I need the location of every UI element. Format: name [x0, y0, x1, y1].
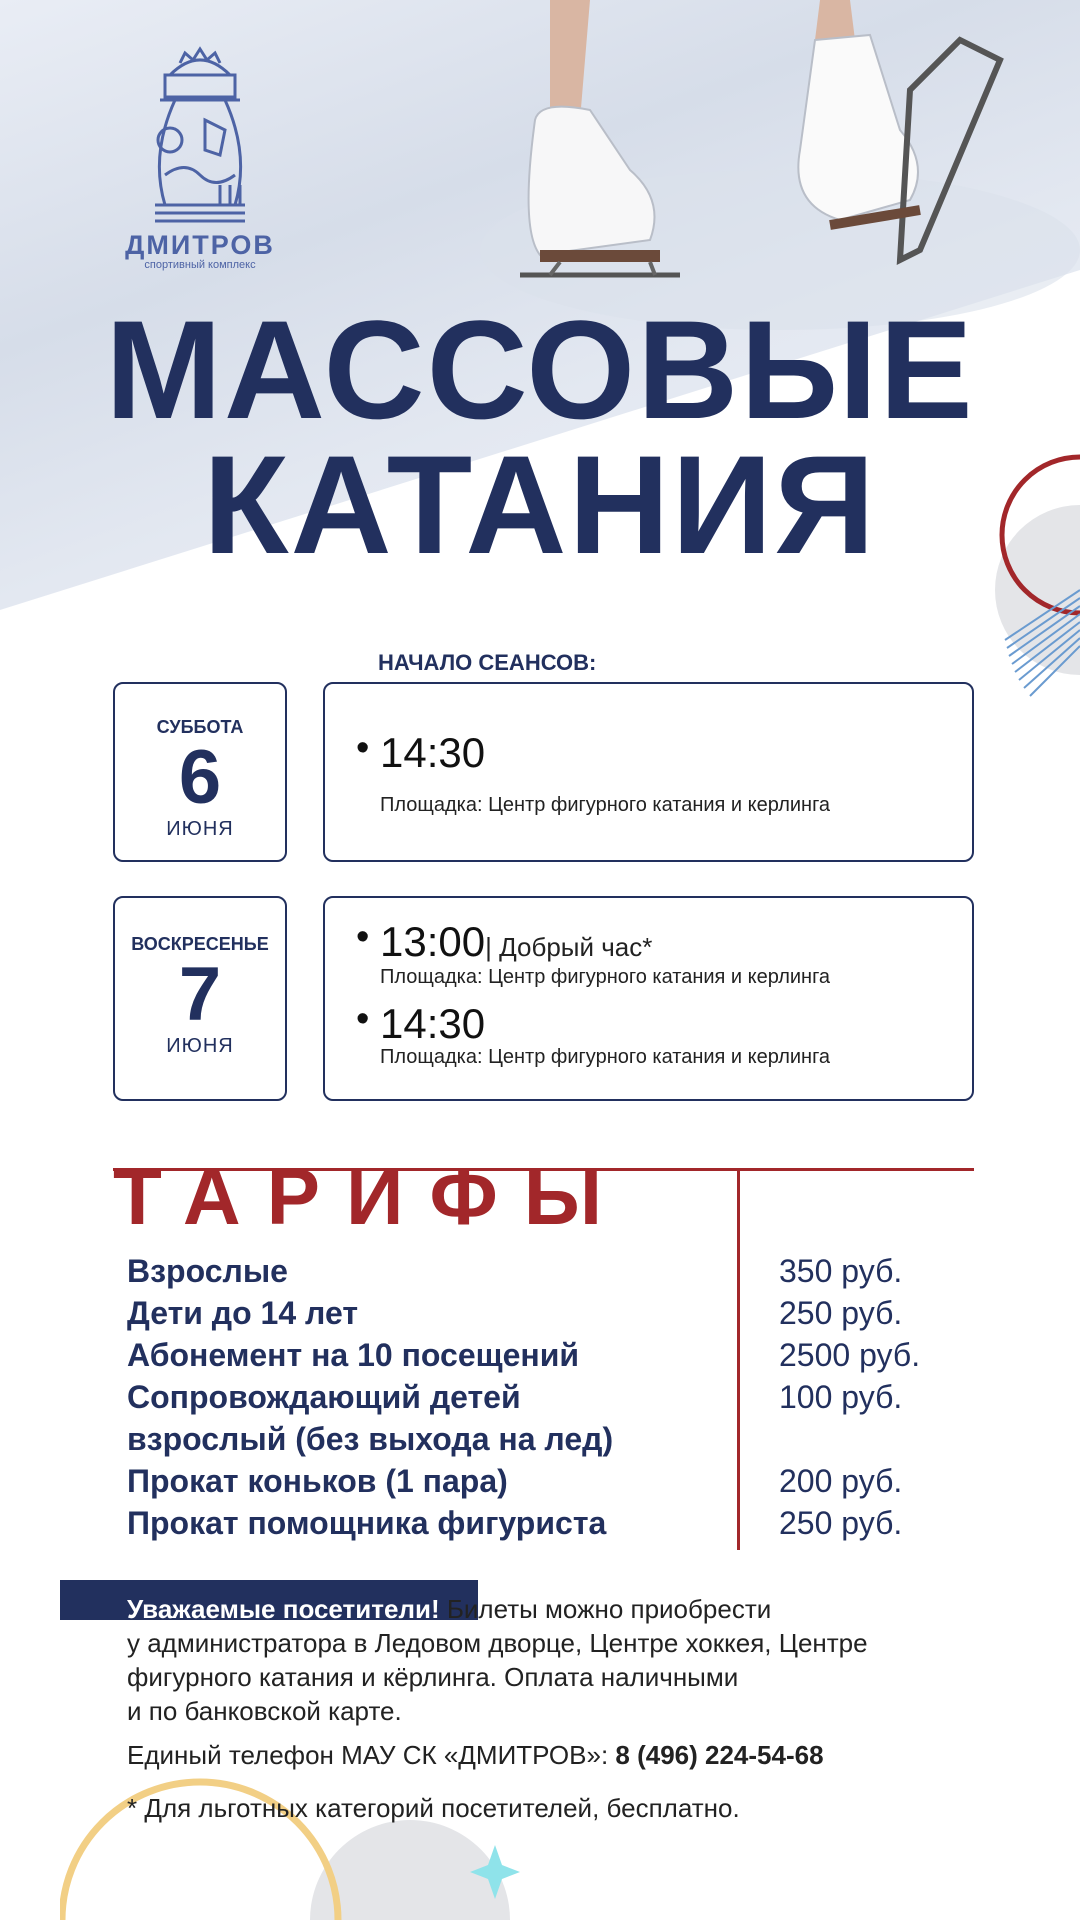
- tariffs-title: ТАРИФЫ: [113, 1152, 629, 1241]
- tariff-price: 250 руб.: [779, 1295, 903, 1331]
- weekday-label: СУББОТА: [156, 717, 244, 737]
- brand-name: ДМИТРОВ: [125, 230, 275, 260]
- brand-logo: [110, 45, 290, 275]
- phone-number: 8 (496) 224-54-68: [615, 1740, 824, 1770]
- slots-card-sunday: [323, 896, 974, 1101]
- tariff-name: Взрослые: [127, 1253, 288, 1289]
- sessions-heading: НАЧАЛО СЕАНСОВ:: [378, 650, 597, 675]
- weekday-label: ВОСКРЕСЕНЬЕ: [131, 934, 269, 954]
- brand-subtitle: спортивный комплекс: [144, 259, 256, 271]
- tariff-price: 100 руб.: [779, 1379, 903, 1415]
- tariff-name: Прокат помощника фигуриста: [127, 1505, 607, 1541]
- tariff-price: 2500 руб.: [779, 1337, 921, 1373]
- session-venue: Площадка: Центр фигурного катания и керлинга: [380, 1046, 831, 1068]
- page-title-line2: КАТАНИЯ: [203, 426, 877, 583]
- tariff-name: Сопровождающий детей: [127, 1379, 521, 1415]
- session-time: • 13:00| Добрый час*: [380, 918, 652, 966]
- session-time: • 14:30: [380, 1000, 485, 1048]
- tariff-name: Абонемент на 10 посещений: [127, 1337, 580, 1373]
- decorative-circles-bottom: [60, 1735, 520, 1920]
- figure-skates-illustration: [480, 0, 1080, 330]
- session-note: | Добрый час*: [485, 932, 653, 962]
- session-venue: Площадка: Центр фигурного катания и керлинга: [380, 794, 831, 816]
- day-number: 6: [178, 735, 222, 820]
- tariffs-divider-vertical: [737, 1170, 740, 1550]
- tariff-price: 350 руб.: [779, 1253, 903, 1289]
- tariff-price: 250 руб.: [779, 1505, 903, 1541]
- tariff-name: Прокат коньков (1 пара): [127, 1463, 508, 1499]
- coat-of-arms-icon: [135, 45, 265, 230]
- phone-line: Единый телефон МАУ СК «ДМИТРОВ»: 8 (496) 224-54-68: [127, 1740, 824, 1770]
- notice-text: Уважаемые посетители! Билеты можно приобрести у администратора в Ледовом дворце, Центре хоккея, Центре фигурного катания и кёрлинга. Оплата наличными и по банковской карте.: [127, 1594, 868, 1726]
- session-time: • 14:30: [380, 729, 485, 777]
- session-venue: Площадка: Центр фигурного катания и керлинга: [380, 966, 831, 988]
- day-card-sunday: [113, 896, 287, 1101]
- tariff-price: 200 руб.: [779, 1463, 903, 1499]
- tariff-name: Дети до 14 лет: [127, 1295, 358, 1331]
- tariff-name-continued: взрослый (без выхода на лед): [127, 1421, 614, 1457]
- month-label: ИЮНЯ: [166, 818, 234, 840]
- slots-card-saturday: [323, 682, 974, 862]
- notice-lead: Уважаемые посетители!: [127, 1594, 440, 1624]
- day-card-saturday: [113, 682, 287, 862]
- page-title-line1: МАССОВЫЕ: [105, 291, 975, 448]
- footnote: * Для льготных категорий посетителей, бесплатно.: [127, 1793, 740, 1823]
- day-number: 7: [178, 952, 222, 1037]
- month-label: ИЮНЯ: [166, 1035, 234, 1057]
